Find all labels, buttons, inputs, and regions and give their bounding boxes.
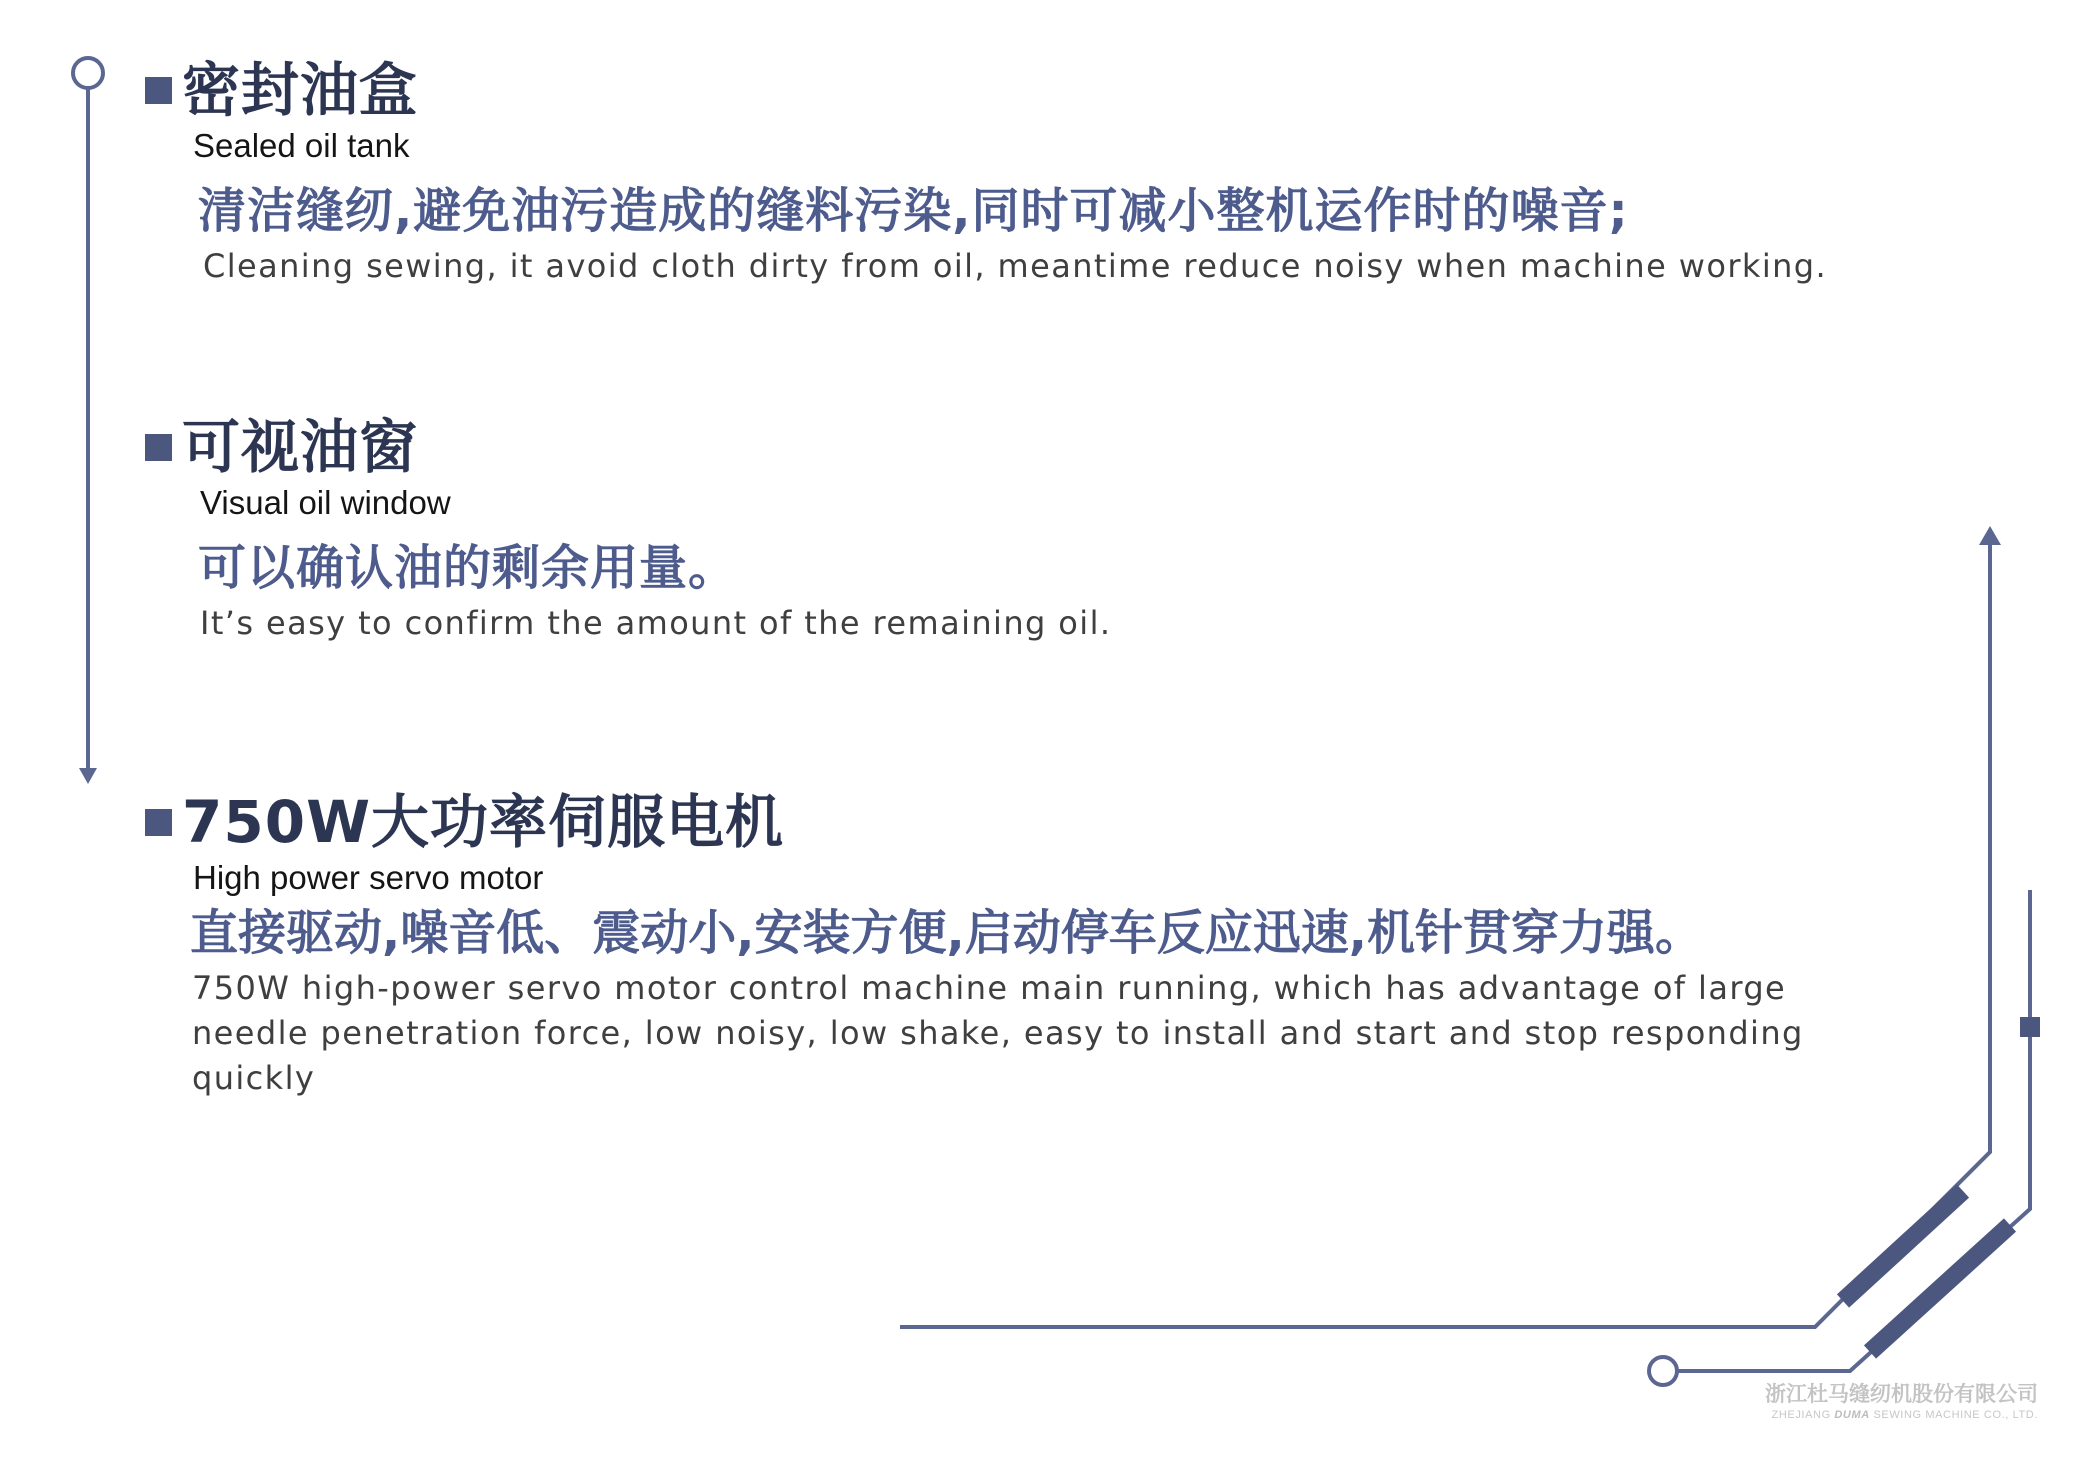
section-servo-motor [145, 782, 1912, 1101]
section-heading [145, 782, 1912, 862]
bullet-square-icon [145, 434, 172, 461]
section-title-en: Sealed oil tank [193, 127, 410, 164]
section-title-en: High power servo motor [193, 859, 544, 896]
timeline-start-circle [73, 58, 103, 88]
section-title-zh: 密封油盒 [182, 56, 419, 124]
company-brand: DUMA [1834, 1409, 1870, 1421]
company-logo [1728, 1381, 2038, 1423]
section-sealed-oil-tank [145, 50, 1923, 289]
section-description-zh: 清洁缝纫,避免油污造成的缝料污染,同时可减小整机运作时的噪音; [198, 183, 1629, 239]
circuit-node-square [2020, 1017, 2040, 1037]
down-arrow-icon [79, 768, 97, 784]
section-description-en: 750W high-power servo motor control machine main running, which has advantage of large needle penetration force, low noisy, low shake, easy to install and start and stop responding quickly [192, 969, 1804, 1097]
company-name-en-prefix: ZHEJIANG [1771, 1409, 1831, 1421]
circuit-end-circle [1649, 1357, 1677, 1385]
circuit-bar-b [1870, 1225, 2010, 1352]
section-description-en: Cleaning sewing, it avoid cloth dirty from oil, meantime reduce noisy when machine working. [203, 247, 1828, 285]
section-visual-oil-window [145, 407, 1111, 646]
section-title-en: Visual oil window [200, 484, 451, 521]
section-description-en: It’s easy to confirm the amount of the remaining oil. [200, 604, 1112, 642]
section-description-zh: 直接驱动,噪音低、震动小,安装方便,启动停车反应迅速,机针贯穿力强。 [190, 905, 1703, 961]
section-heading [145, 407, 1111, 487]
section-title-zh: 750W大功率伺服电机 [182, 788, 785, 856]
section-heading [145, 50, 1923, 130]
company-name-zh: 浙江杜马缝纫机股份有限公司 [1765, 1381, 2038, 1406]
company-name-en [1728, 1407, 2038, 1423]
bullet-square-icon [145, 809, 172, 836]
bullet-square-icon [145, 77, 172, 104]
section-description-zh: 可以确认油的剩余用量。 [198, 540, 738, 596]
up-arrow-icon [1979, 526, 2001, 545]
company-name-en-suffix: SEWING MACHINE CO., LTD. [1873, 1409, 2038, 1421]
section-title-zh: 可视油窗 [182, 413, 419, 481]
